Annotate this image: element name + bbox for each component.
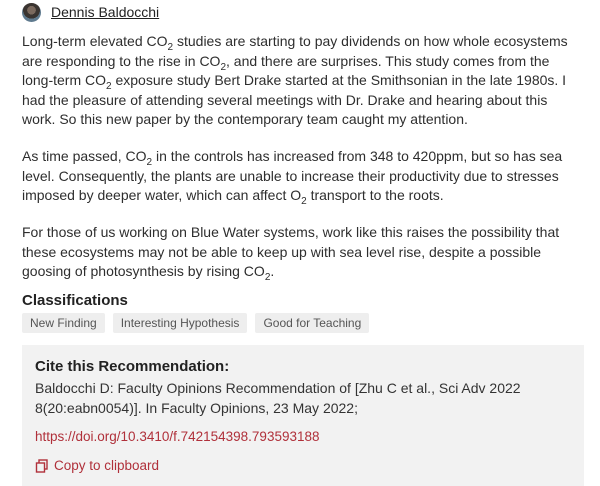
paragraph-1 bbox=[22, 32, 582, 130]
p1-text-d: exposure study Bert Drake started at the Smithsonian in the late 1980s. I had the pleasure of attending several meetings with Dr. Drake and hearing about this work. So this new paper by the contemporary team caught my attention. bbox=[22, 72, 567, 127]
copy-label: Copy to clipboard bbox=[54, 458, 160, 473]
citation-text: Baldocchi D: Faculty Opinions Recommendation of [Zhu C et al., Sci Adv 2022 8(20:eabn0054)]. In Faculty Opinions, 23 May 2022; bbox=[35, 380, 521, 416]
subscript: 2 bbox=[220, 61, 227, 73]
p3-text-a: For those of us working on Blue Water systems, work like this raises the possibility that these ecosystems may not be able to keep up with sea level rise, despite a possible goosing of photosynthesis by rising CO bbox=[22, 224, 560, 279]
tag-new-finding[interactable]: New Finding bbox=[22, 313, 105, 333]
subscript: 2 bbox=[264, 271, 271, 283]
classifications-heading: Classifications bbox=[22, 292, 128, 309]
classification-tags bbox=[22, 313, 369, 333]
p3-text-b: . bbox=[270, 263, 275, 279]
copy-icon bbox=[35, 459, 49, 473]
subscript: 2 bbox=[106, 80, 112, 92]
tag-interesting-hypothesis[interactable]: Interesting Hypothesis bbox=[113, 313, 248, 333]
doi-link[interactable]: https://doi.org/10.3410/f.742154398.793593188 bbox=[35, 429, 320, 444]
paragraph-3 bbox=[22, 223, 582, 282]
author-name-link[interactable]: Dennis Baldocchi bbox=[51, 4, 160, 20]
p2-text-c: transport to the roots. bbox=[306, 187, 444, 203]
p2-text-a: As time passed, CO bbox=[22, 148, 147, 164]
copy-to-clipboard-button[interactable] bbox=[35, 458, 159, 473]
subscript: 2 bbox=[301, 195, 307, 207]
subscript: 2 bbox=[146, 156, 153, 168]
paragraph-2 bbox=[22, 147, 582, 206]
avatar bbox=[22, 3, 41, 22]
tag-good-for-teaching[interactable]: Good for Teaching bbox=[255, 313, 369, 333]
p1-text-a: Long-term elevated CO bbox=[22, 33, 168, 49]
p1-text-b: studies are starting to pay dividends on how whole ecosystems are responding to the rise in CO bbox=[22, 33, 568, 69]
p1-text-c: , and there are surprises. This study comes from the long-term CO bbox=[22, 52, 550, 88]
subscript: 2 bbox=[167, 41, 174, 53]
cite-recommendation-panel bbox=[22, 345, 584, 486]
p2-text-b: in the controls has increased from 348 to 420ppm, but so has sea level. Consequently, the plants are unable to increase their productivity due to stresses imposed by deeper water, which can affect O bbox=[22, 148, 563, 203]
cite-heading: Cite this Recommendation: bbox=[35, 358, 230, 375]
author bbox=[22, 2, 159, 22]
